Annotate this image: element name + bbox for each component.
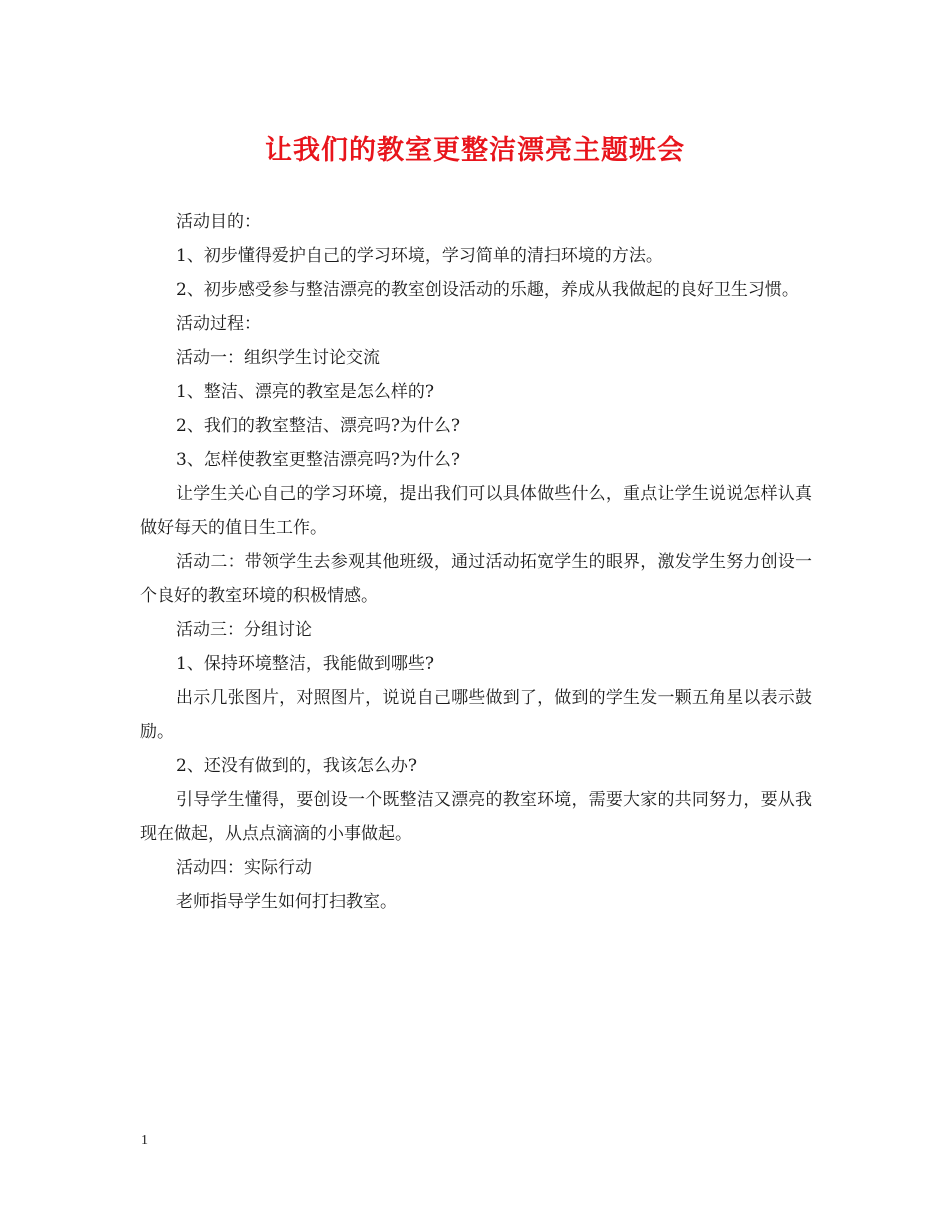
paragraph-activity-3-note1: 出示几张图片，对照图片，说说自己哪些做到了，做到的学生发一颗五角星以表示鼓励。 <box>140 688 812 742</box>
paragraph-activity-1-q2: 2、我们的教室整洁、漂亮吗?为什么? <box>176 416 461 436</box>
paragraph-activity-1-heading: 活动一：组织学生讨论交流 <box>176 348 380 368</box>
paragraph-activity-4-heading: 活动四：实际行动 <box>176 858 312 878</box>
paragraph-activity-3-note2: 引导学生懂得，要创设一个既整洁又漂亮的教室环境，需要大家的共同努力，要从我现在做起，从点点滴滴的小事做起。 <box>140 790 812 844</box>
paragraph-activity-3-q1: 1、保持环境整洁，我能做到哪些? <box>176 654 434 674</box>
paragraph-activity-4-note: 老师指导学生如何打扫教室。 <box>176 892 397 912</box>
paragraph-purpose-2: 2、初步感受参与整洁漂亮的教室创设活动的乐趣，养成从我做起的良好卫生习惯。 <box>176 280 799 300</box>
paragraph-activity-3-q2: 2、还没有做到的，我该怎么办? <box>176 756 417 776</box>
document-title: 让我们的教室更整洁漂亮主题班会 <box>265 135 685 166</box>
page-number: 1 <box>141 1133 148 1148</box>
paragraph-activity-1-note: 让学生关心自己的学习环境，提出我们可以具体做些什么，重点让学生说说怎样认真做好每天的值日生工作。 <box>140 484 812 538</box>
paragraph-activity-3-heading: 活动三：分组讨论 <box>176 620 312 640</box>
paragraph-purpose-heading: 活动目的： <box>176 212 261 232</box>
paragraph-activity-1-q1: 1、整洁、漂亮的教室是怎么样的? <box>176 382 434 402</box>
paragraph-purpose-1: 1、初步懂得爱护自己的学习环境，学习简单的清扫环境的方法。 <box>176 246 663 266</box>
document-body <box>140 205 812 919</box>
paragraph-activity-1-q3: 3、怎样使教室更整洁漂亮吗?为什么? <box>176 450 461 470</box>
paragraph-activity-2: 活动二：带领学生去参观其他班级，通过活动拓宽学生的眼界，激发学生努力创设一个良好的教室环境的积极情感。 <box>140 552 812 606</box>
paragraph-process-heading: 活动过程： <box>176 314 261 334</box>
